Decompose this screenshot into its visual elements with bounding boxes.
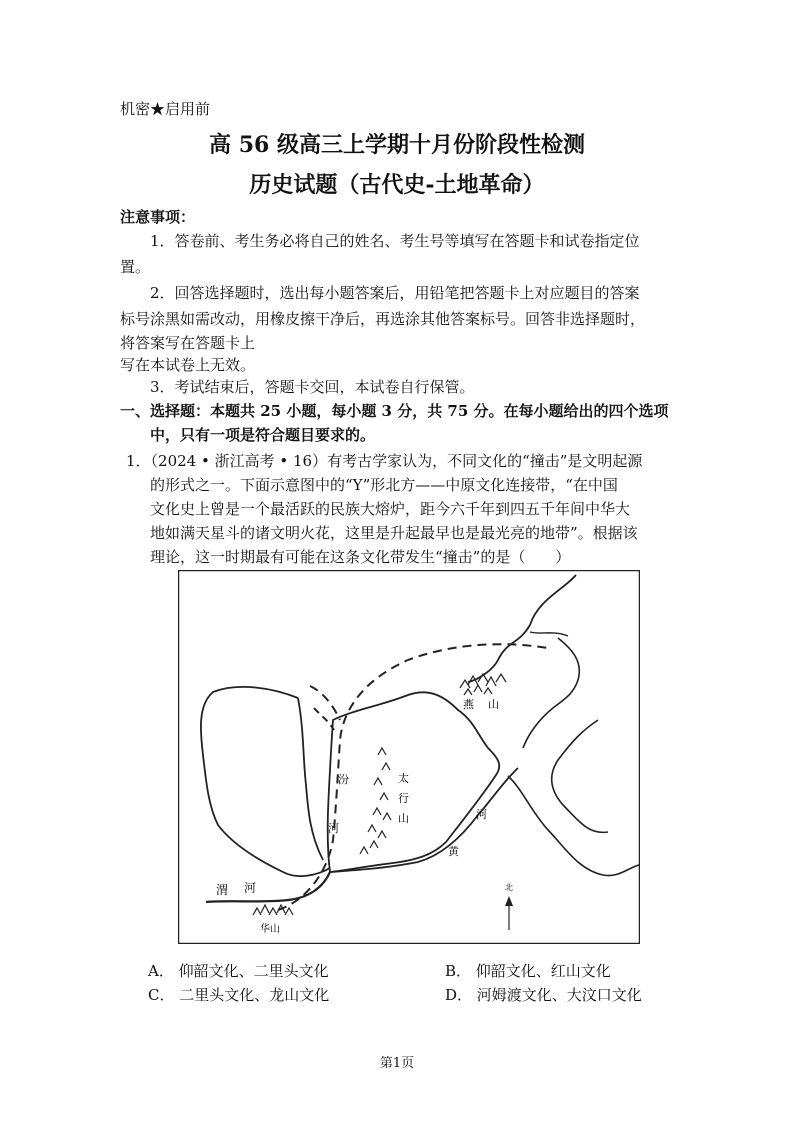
label-tai-shan: 山 xyxy=(398,812,409,825)
note-2-line-4: 写在本试卷上无效。 xyxy=(120,356,256,374)
question-1-line-5: 理论，这一时期最有可能在这条文化带发生“撞击”的是（ ） xyxy=(150,548,571,566)
question-1-line-3: 文化史上曾是一个最活跃的民族大熔炉，距今六千年到四五千年间中华大 xyxy=(150,500,631,518)
label-wei: 渭 xyxy=(216,883,229,897)
label-fen: 汾 xyxy=(338,773,349,786)
label-north: 北 xyxy=(505,883,513,892)
question-1-line-4: 地如满天星斗的诸文明火花，这里是升起最早也是最光亮的地带”。根据该 xyxy=(150,524,638,542)
label-xing: 行 xyxy=(398,792,409,805)
label-huashan: 华山 xyxy=(260,924,280,935)
culture-belt-map xyxy=(178,570,640,944)
label-yan: 燕 xyxy=(463,698,474,711)
label-huang: 黄 xyxy=(448,845,459,858)
note-1-line-2: 置。 xyxy=(120,258,151,276)
option-d[interactable]: D． 河姆渡文化、大汶口文化 xyxy=(445,986,642,1004)
label-wei-he: 河 xyxy=(244,881,257,895)
label-huang-he: 河 xyxy=(476,808,487,821)
label-tai: 太 xyxy=(398,772,409,785)
section-heading-line-2: 中，只有一项是符合题目要求的。 xyxy=(150,426,376,444)
label-fen-he: 河 xyxy=(328,822,339,835)
option-b[interactable]: B． 仰韶文化、红山文化 xyxy=(445,962,611,980)
page-subtitle: 历史试题（古代史-土地革命） xyxy=(249,172,545,198)
notes-heading: 注意事项： xyxy=(120,208,196,226)
note-1-line-1: 1．答卷前、考生务必将自己的姓名、考生号等填写在答题卡和试卷指定位 xyxy=(150,232,640,250)
option-c[interactable]: C． 二里头文化、龙山文化 xyxy=(148,986,330,1004)
question-1-line-1: 1．（2024 • 浙江高考 • 16）有考古学家认为，不同文化的“撞击”是文明起源 xyxy=(126,452,643,470)
note-2-line-2: 标号涂黑如需改动，用橡皮擦干净后，再选涂其他答案标号。回答非选择题时， xyxy=(120,310,646,328)
label-yan-shan: 山 xyxy=(488,698,499,711)
page-title: 高 56 级高三上学期十月份阶段性检测 xyxy=(209,132,585,158)
option-a[interactable]: A． 仰韶文化、二里头文化 xyxy=(148,962,329,980)
note-2-line-3: 将答案写在答题卡上 xyxy=(120,334,256,352)
confidential-label: 机密★启用前 xyxy=(120,100,211,118)
page-number: 第1页 xyxy=(379,1056,415,1071)
note-3: 3．考试结束后，答题卡交回，本试卷自行保管。 xyxy=(150,378,475,396)
note-2-line-1: 2．回答选择题时，选出每小题答案后，用铅笔把答题卡上对应题目的答案 xyxy=(150,284,640,302)
question-1-line-2: 的形式之一。下面示意图中的“Y”形北方——中原文化连接带，“在中国 xyxy=(150,476,618,494)
section-heading-line-1: 一、选择题：本题共 25 小题，每小题 3 分，共 75 分。在每小题给出的四个选项 xyxy=(120,402,669,420)
